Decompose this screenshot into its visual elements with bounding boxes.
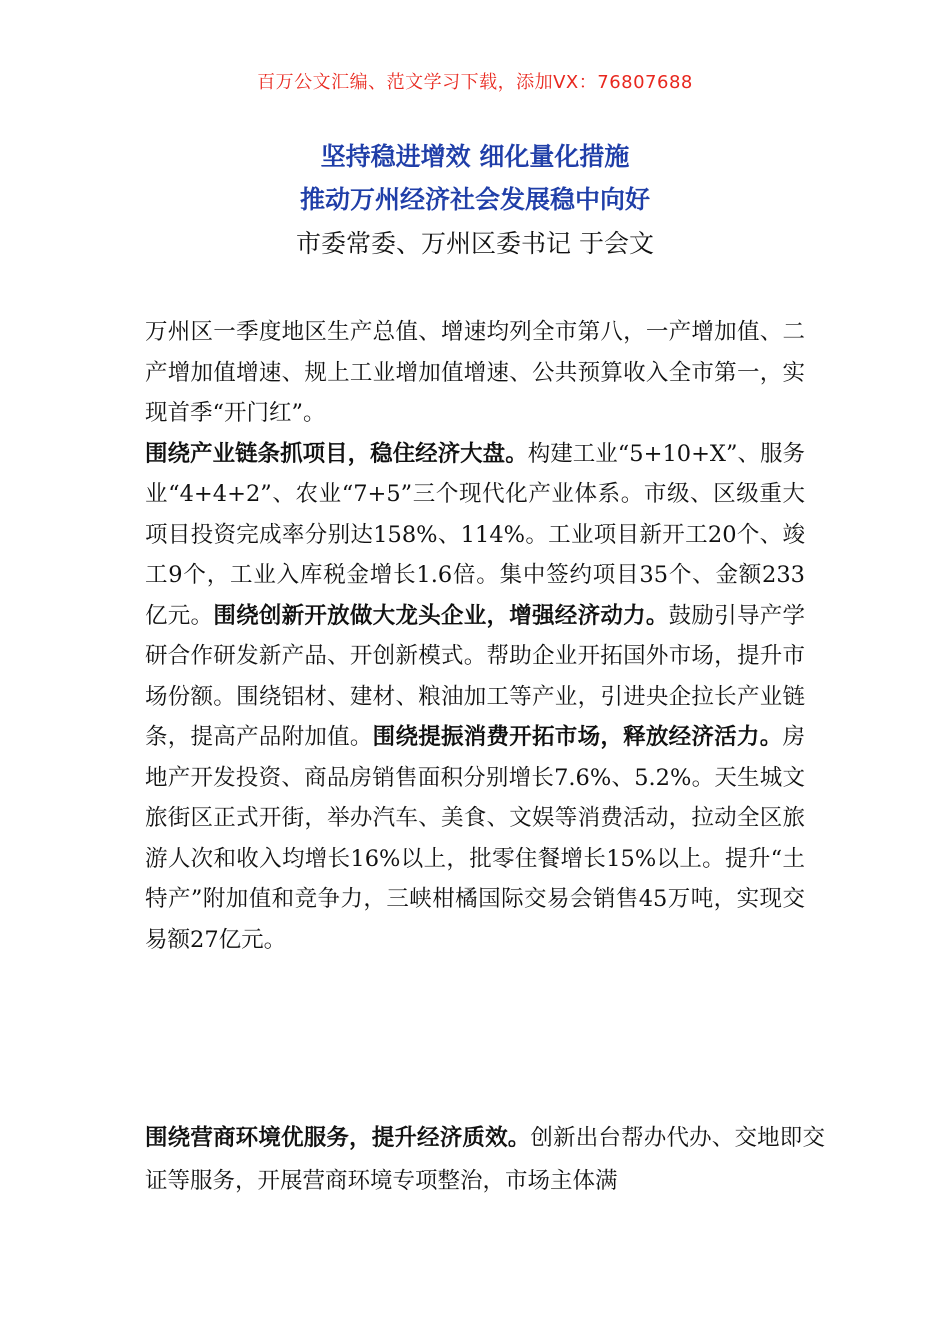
heading-consumption: 围绕提振消费开拓市场，释放经济活力。 (372, 724, 783, 750)
header-note: 百万公文汇编、范文学习下载，添加VX：76807688 (257, 72, 693, 93)
heading-business-environment: 围绕营商环境优服务，提升经济质效。 (145, 1125, 531, 1151)
article-body-continued (145, 1117, 825, 1203)
heading-projects: 围绕产业链条抓项目，稳住经济大盘。 (145, 440, 528, 467)
text-innovation: 鼓励引导产学研合作研发新产品、开创新模式。帮助企业开拓国外市场，提升市场份额。围绕铝材、建材、粮油加工等产业，引进央企拉长产业链条，提高产品附加值。 (145, 602, 805, 750)
heading-innovation: 围绕创新开放做大龙头企业，增强经济动力。 (213, 602, 669, 629)
title-line-2: 推动万州经济社会发展稳中向好 (299, 185, 650, 214)
paragraph-2 (145, 434, 805, 961)
text-consumption: 房地产开发投资、商品房销售面积分别增长7.6%、5.2%。天生城文旅街区正式开街，举办汽车、美食、文娱等消费活动，拉动全区旅游人次和收入均增长16%以上，批零住餐增长15%以上。提升“土特产”附加值和竞争力，三峡柑橘国际交易会销售45万吨，实现交易额27亿元。 (145, 724, 805, 953)
text-business-environment: 创新出台帮办代办、交地即交证等服务，开展营商环境专项整治，市场主体满 (145, 1125, 825, 1194)
paragraph-1: 万州区一季度地区生产总值、增速均列全市第八，一产增加值、二产增加值增速、规上工业增加值增速、公共预算收入全市第一，实现首季“开门红”。 (145, 319, 805, 426)
paragraph-3 (145, 1117, 825, 1203)
byline: 市委常委、万州区委书记 于会文 (296, 229, 654, 258)
title-line-1: 坚持稳进增效 细化量化措施 (320, 142, 630, 171)
article-body (145, 312, 805, 960)
text-projects: 构建工业“5+10+X”、服务业“4+4+2”、农业“7+5”三个现代化产业体系。市级、区级重大项目投资完成率分别达158%、114%。工业项目新开工20个、竣工9个，工业入库税金增长1.6倍。集中签约项目35个、金额233亿元。 (145, 440, 805, 629)
